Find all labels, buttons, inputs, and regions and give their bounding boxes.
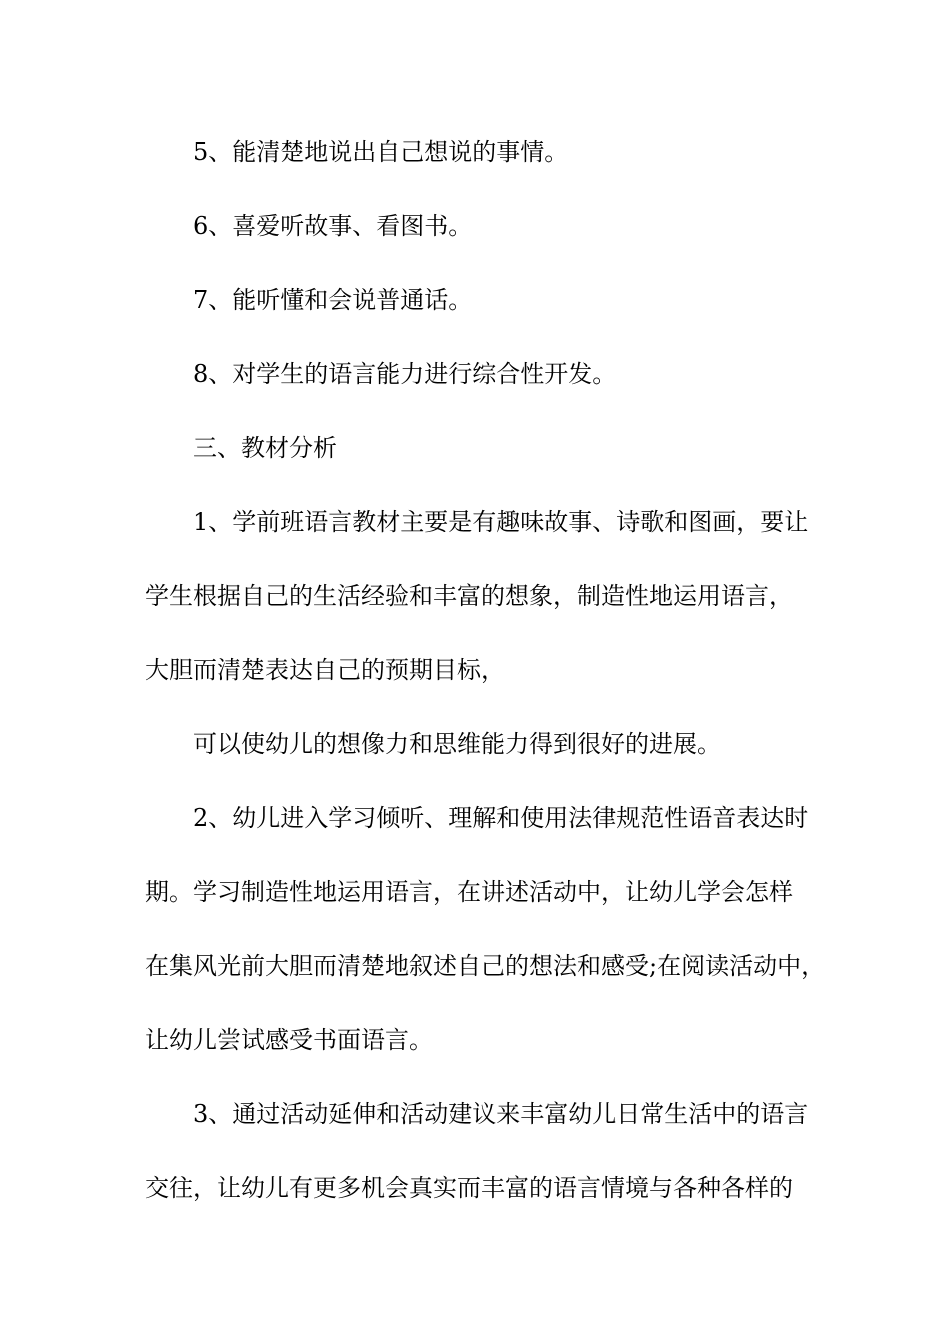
- list-item-8: 8、对学生的语言能力进行综合性开发。: [193, 360, 617, 388]
- paragraph-1-line-3: 大胆而清楚表达自己的预期目标，: [145, 656, 505, 684]
- paragraph-3-line-2: 交往，让幼儿有更多机会真实而丰富的语言情境与各种各样的: [145, 1174, 793, 1202]
- paragraph-3-line-1: 3、通过活动延伸和活动建议来丰富幼儿日常生活中的语言: [193, 1100, 809, 1128]
- paragraph-2-line-1: 2、幼儿进入学习倾听、理解和使用法律规范性语音表达时: [193, 804, 809, 832]
- paragraph-1-line-1: 1、学前班语言教材主要是有趣味故事、诗歌和图画，要让: [193, 508, 809, 536]
- paragraph-1b-line-1: 可以使幼儿的想像力和思维能力得到很好的进展。: [193, 730, 721, 758]
- paragraph-2-line-2: 期。学习制造性地运用语言，在讲述活动中，让幼儿学会怎样: [145, 878, 793, 906]
- list-item-5: 5、能清楚地说出自己想说的事情。: [193, 138, 569, 166]
- section-heading: 三、教材分析: [193, 434, 337, 462]
- list-item-7: 7、能听懂和会说普通话。: [193, 286, 473, 314]
- paragraph-2-line-4: 让幼儿尝试感受书面语言。: [145, 1026, 433, 1054]
- list-item-6: 6、喜爱听故事、看图书。: [193, 212, 473, 240]
- paragraph-2-line-3: 在集风光前大胆而清楚地叙述自己的想法和感受;在阅读活动中，: [145, 952, 826, 980]
- paragraph-1-line-2: 学生根据自己的生活经验和丰富的想象，制造性地运用语言，: [145, 582, 793, 610]
